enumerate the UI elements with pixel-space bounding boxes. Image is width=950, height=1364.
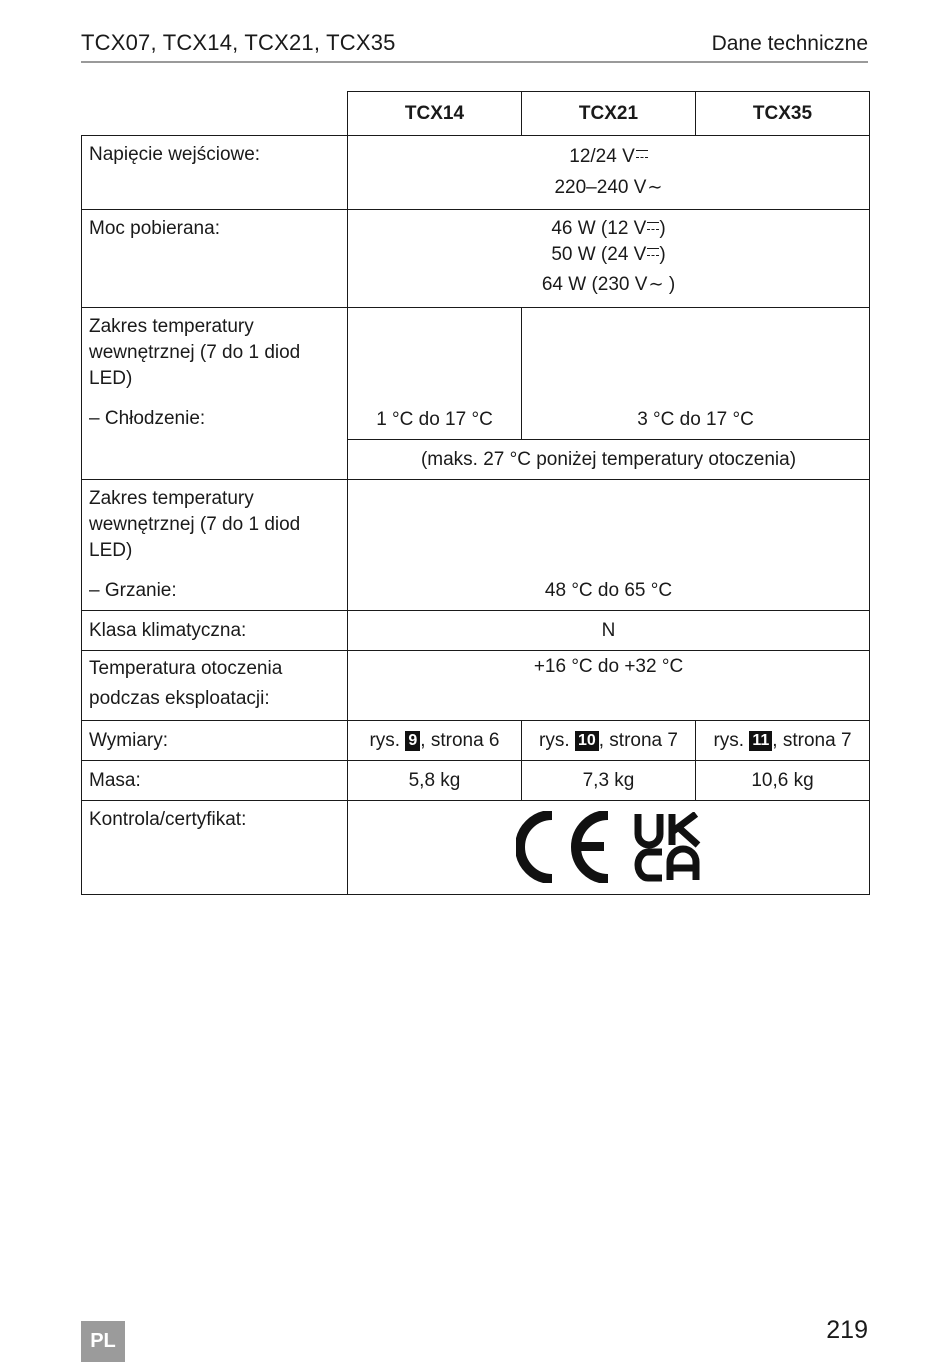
voltage-ac-line <box>352 172 865 203</box>
heating-label: Zakres temperatury wewnętrznej (7 do 1 diod LED) <box>89 488 301 561</box>
row-label-heating <box>82 480 348 611</box>
power-24v-text: 50 W (24 V <box>551 244 647 265</box>
cooling-note: (maks. 27 °C poniżej temperatury otoczenia) <box>348 440 870 480</box>
power-line-230v <box>352 268 865 301</box>
heating-sublabel: – Grzanie: <box>89 580 177 601</box>
cooling-sublabel: – Chłodzenie: <box>89 408 206 429</box>
power-12v-text: 46 W (12 V <box>551 218 647 239</box>
row-label-dimensions: Wymiary: <box>82 721 348 761</box>
table-row <box>82 801 870 895</box>
column-header-tcx14: TCX14 <box>348 92 522 136</box>
ambient-value: +16 °C do +32 °C <box>348 651 870 721</box>
power-line-24v <box>352 242 865 268</box>
figure-ref-badge: 10 <box>575 731 599 751</box>
dimensions-tcx35 <box>696 721 870 761</box>
dc-symbol-icon <box>636 150 648 158</box>
power-line-12v <box>352 216 865 242</box>
cooling-tcx21-tcx35: 3 °C do 17 °C <box>522 308 870 440</box>
mass-tcx14: 5,8 kg <box>348 761 522 801</box>
row-label-climate: Klasa klimatyczna: <box>82 611 348 651</box>
row-label-ambient: Temperatura otoczenia podczas eksploatacji: <box>82 651 348 721</box>
mass-tcx21: 7,3 kg <box>522 761 696 801</box>
ac-symbol-icon: ∼ <box>647 177 663 197</box>
row-label-voltage: Napięcie wejściowe: <box>82 136 348 210</box>
header-models: TCX07, TCX14, TCX21, TCX35 <box>81 30 396 55</box>
mass-tcx35: 10,6 kg <box>696 761 870 801</box>
ce-mark-icon <box>516 811 612 883</box>
table-row <box>82 308 870 440</box>
ukca-mark-icon <box>634 812 702 882</box>
table-row <box>82 651 870 721</box>
power-230v-close: ) <box>663 274 676 295</box>
figure-ref-badge: 9 <box>405 731 420 751</box>
table-header-row <box>82 92 870 136</box>
dc-symbol-icon <box>647 222 659 230</box>
dimensions-tcx14-suffix: , strona 6 <box>420 729 500 751</box>
voltage-ac-text: 220–240 V <box>554 177 647 198</box>
table-row <box>82 480 870 611</box>
technical-data-table <box>81 91 870 895</box>
dimensions-tcx21 <box>522 721 696 761</box>
table-row <box>82 761 870 801</box>
climate-class-value: N <box>348 611 870 651</box>
table-row <box>82 210 870 308</box>
table-row <box>82 136 870 210</box>
dimensions-tcx21-suffix: , strona 7 <box>598 729 678 751</box>
row-label-cooling <box>82 308 348 480</box>
dimensions-tcx35-suffix: , strona 7 <box>772 729 852 751</box>
row-label-mass: Masa: <box>82 761 348 801</box>
power-24v-close: ) <box>659 244 666 265</box>
voltage-dc-line <box>352 142 865 172</box>
dimensions-tcx35-prefix: rys. <box>713 729 745 751</box>
column-header-tcx21: TCX21 <box>522 92 696 136</box>
certification-marks <box>348 801 870 895</box>
dimensions-tcx14 <box>348 721 522 761</box>
page-number: 219 <box>826 1316 868 1344</box>
language-badge: PL <box>81 1321 125 1362</box>
header-section-title: Dane techniczne <box>711 32 868 55</box>
heating-value: 48 °C do 65 °C <box>348 480 870 611</box>
ac-symbol-icon: ∼ <box>648 274 664 294</box>
table-corner <box>82 92 348 136</box>
dc-symbol-icon <box>647 248 659 256</box>
cooling-tcx14: 1 °C do 17 °C <box>348 308 522 440</box>
voltage-value <box>348 136 870 210</box>
row-label-power: Moc pobierana: <box>82 210 348 308</box>
certification-logos <box>348 801 869 883</box>
table-row <box>82 611 870 651</box>
dimensions-tcx14-prefix: rys. <box>369 729 401 751</box>
figure-ref-badge: 11 <box>749 731 772 751</box>
cooling-label: Zakres temperatury wewnętrznej (7 do 1 diod LED) <box>89 316 301 389</box>
power-12v-close: ) <box>659 218 666 239</box>
column-header-tcx35: TCX35 <box>696 92 870 136</box>
dimensions-tcx21-prefix: rys. <box>539 729 570 751</box>
table-row <box>82 721 870 761</box>
row-label-certification: Kontrola/certyfikat: <box>82 801 348 895</box>
power-230v-text: 64 W (230 V <box>541 274 648 295</box>
voltage-dc-text: 12/24 V <box>569 146 635 167</box>
header-divider <box>81 61 868 63</box>
power-value <box>348 210 870 308</box>
